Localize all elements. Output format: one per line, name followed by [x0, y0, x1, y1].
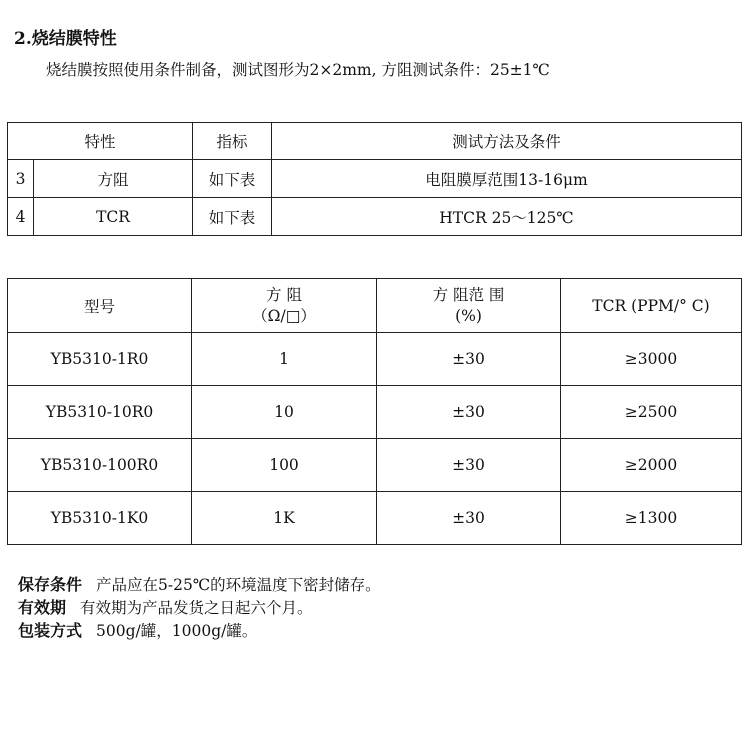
- row-property: TCR: [34, 198, 193, 236]
- cell-model: YB5310-1K0: [8, 492, 192, 545]
- cell-resistance: 1K: [192, 492, 377, 545]
- cell-resistance: 10: [192, 386, 377, 439]
- properties-table-header-row: [8, 123, 742, 160]
- cell-model: YB5310-100R0: [8, 439, 192, 492]
- table-row: [8, 492, 742, 545]
- header-model: 型号: [8, 279, 192, 333]
- cell-tcr: ≥1300: [561, 492, 742, 545]
- header-property: 特性: [8, 123, 193, 160]
- header-indicator: 指标: [193, 123, 272, 160]
- notes-block: [18, 573, 381, 642]
- row-test-method: 电阻膜厚范围13-16μm: [272, 160, 742, 198]
- header-range-unit: (%): [455, 306, 482, 325]
- validity-label: 有效期: [18, 598, 67, 617]
- table-row: [8, 198, 742, 236]
- spec-table: [7, 278, 742, 545]
- header-resistance-line1: 方 阻: [266, 285, 302, 304]
- cell-tcr: ≥2000: [561, 439, 742, 492]
- storage-label: 保存条件: [18, 575, 83, 594]
- cell-resistance: 1: [192, 333, 377, 386]
- header-tcr: TCR (PPM/° C): [561, 279, 742, 333]
- section-intro: 烧结膜按照使用条件制备，测试图形为2×2mm, 方阻测试条件：25±1℃: [46, 61, 550, 79]
- row-index: 4: [8, 198, 34, 236]
- header-range-line1: 方 阻范 围: [432, 285, 505, 304]
- validity-text: 有效期为产品发货之日起六个月。: [80, 599, 313, 617]
- package-text: 500g/罐，1000g/罐。: [96, 622, 258, 640]
- cell-range: ±30: [377, 333, 561, 386]
- cell-range: ±30: [377, 492, 561, 545]
- properties-table: [7, 122, 742, 236]
- header-range: [377, 279, 561, 333]
- table-row: [8, 386, 742, 439]
- row-indicator: 如下表: [193, 160, 272, 198]
- row-indicator: 如下表: [193, 198, 272, 236]
- header-test-method: 测试方法及条件: [272, 123, 742, 160]
- package-label: 包装方式: [18, 621, 83, 640]
- table-row: [8, 160, 742, 198]
- cell-range: ±30: [377, 386, 561, 439]
- storage-text: 产品应在5-25℃的环境温度下密封储存。: [96, 576, 381, 594]
- row-test-method: HTCR 25～125℃: [272, 198, 742, 236]
- cell-tcr: ≥3000: [561, 333, 742, 386]
- table-row: [8, 333, 742, 386]
- package-note: [18, 619, 381, 642]
- cell-range: ±30: [377, 439, 561, 492]
- cell-tcr: ≥2500: [561, 386, 742, 439]
- cell-model: YB5310-10R0: [8, 386, 192, 439]
- row-index: 3: [8, 160, 34, 198]
- cell-resistance: 100: [192, 439, 377, 492]
- section-title: 2.烧结膜特性: [14, 29, 117, 49]
- table-row: [8, 439, 742, 492]
- validity-note: [18, 596, 381, 619]
- storage-note: [18, 573, 381, 596]
- header-resistance: [192, 279, 377, 333]
- row-property: 方阻: [34, 160, 193, 198]
- cell-model: YB5310-1R0: [8, 333, 192, 386]
- header-resistance-unit: （Ω/□）: [252, 306, 316, 325]
- spec-table-header-row: [8, 279, 742, 333]
